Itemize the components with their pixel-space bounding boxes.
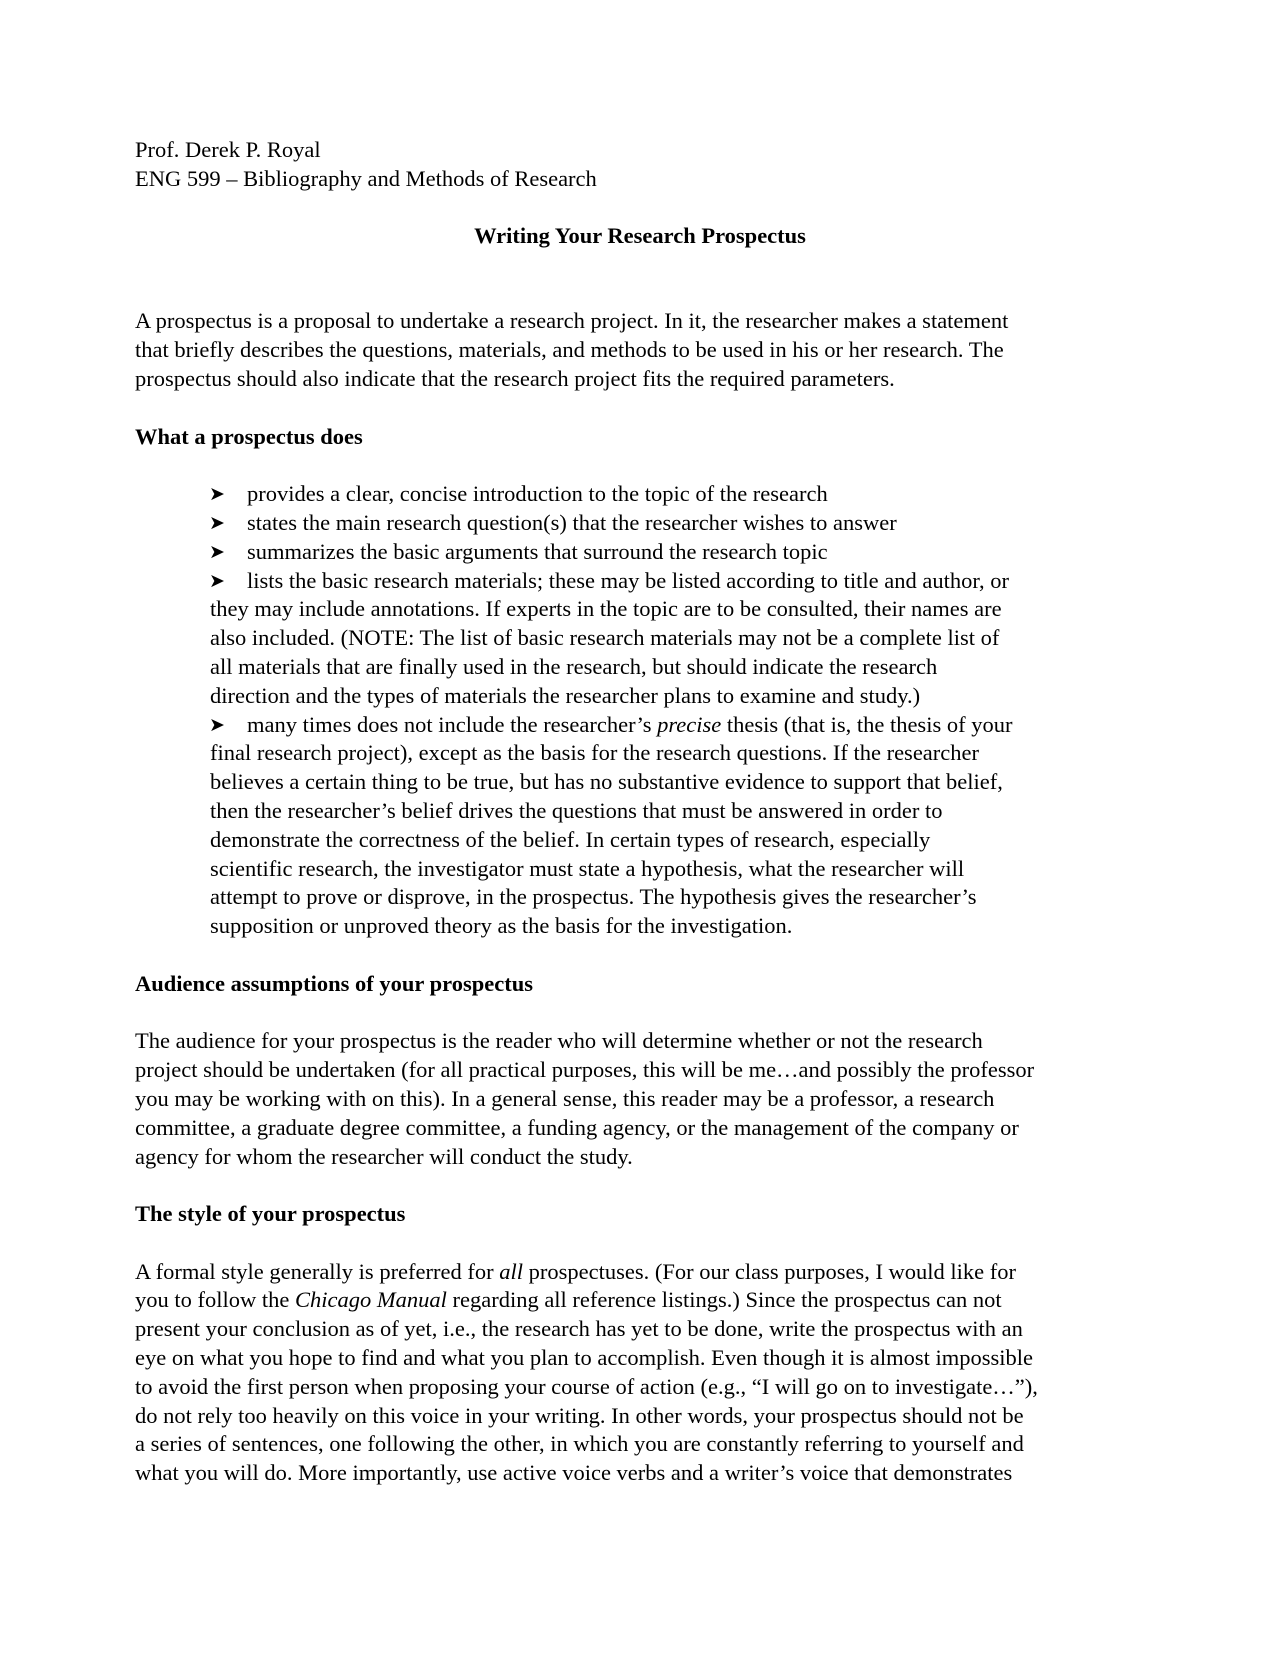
- list-item: [135, 538, 1145, 567]
- arrowhead-icon: ➤: [209, 511, 225, 534]
- emphasis-text: precise: [657, 711, 722, 737]
- intro-line: that briefly describes the questions, materials, and methods to be used in his or her research. The: [135, 337, 1004, 363]
- author-name: Prof. Derek P. Royal: [135, 137, 321, 162]
- arrowhead-icon: ➤: [209, 713, 225, 736]
- paragraph-line: project should be undertaken (for all practical purposes, this will be me…and possibly the professor: [135, 1057, 1035, 1083]
- list-item: [135, 711, 1145, 941]
- course-title: ENG 599 – Bibliography and Methods of Research: [135, 165, 597, 191]
- arrowhead-icon: ➤: [209, 569, 225, 592]
- paragraph-line: agency for whom the researcher will conduct the study.: [135, 1143, 633, 1169]
- list-item: [135, 480, 1145, 509]
- list-item: [135, 567, 1145, 711]
- list-item-text: states the main research question(s) that the researcher wishes to answer: [247, 509, 897, 535]
- intro-paragraph: [135, 307, 1145, 393]
- document-page: [135, 136, 1145, 1488]
- document-title: Writing Your Research Prospectus: [474, 222, 806, 248]
- list-item-text: many times does not include the researcher’s precise thesis (that is, the thesis of your: [247, 711, 1013, 737]
- list-item-text: summarizes the basic arguments that surround the research topic: [247, 538, 828, 564]
- audience-paragraph: [135, 1027, 1145, 1171]
- paragraph-line: eye on what you hope to find and what you plan to accomplish. Even though it is almost impossible: [135, 1345, 1033, 1371]
- paragraph-line: committee, a graduate degree committee, a funding agency, or the management of the company or: [135, 1114, 1019, 1140]
- intro-line: prospectus should also indicate that the research project fits the required parameters.: [135, 365, 895, 391]
- list-item-text: believes a certain thing to be true, but has no substantive evidence to support that belief,: [210, 769, 1003, 795]
- list-item-text: provides a clear, concise introduction to the topic of the research: [247, 481, 828, 507]
- list-item-text: final research project), except as the basis for the research questions. If the researcher: [210, 740, 979, 766]
- emphasis-text: Chicago Manual: [294, 1287, 447, 1313]
- paragraph-line: do not rely too heavily on this voice in your writing. In other words, your prospectus should not be: [135, 1402, 1024, 1428]
- list-item: [135, 509, 1145, 538]
- list-item-text: direction and the types of materials the researcher plans to examine and study.): [210, 682, 921, 708]
- paragraph-line: to avoid the first person when proposing your course of action (e.g., “I will go on to investigate…”),: [135, 1373, 1038, 1399]
- paragraph-line: A formal style generally is preferred for all prospectuses. (For our class purposes, I would like for: [135, 1258, 1017, 1284]
- list-item-text: also included. (NOTE: The list of basic research materials may not be a complete list of: [210, 625, 1000, 651]
- list-item-text: lists the basic research materials; these may be listed according to title and author, or: [247, 567, 1009, 593]
- paragraph-line: present your conclusion as of yet, i.e., the research has yet to be done, write the prospectus with an: [135, 1316, 1023, 1342]
- list-item-text: all materials that are finally used in the research, but should indicate the research: [210, 653, 938, 679]
- paragraph-line: The audience for your prospectus is the reader who will determine whether or not the research: [135, 1028, 983, 1054]
- list-item-text: attempt to prove or disprove, in the prospectus. The hypothesis gives the researcher’s: [210, 884, 977, 910]
- arrowhead-icon: ➤: [209, 540, 225, 563]
- list-item-text: supposition or unproved theory as the basis for the investigation.: [210, 913, 793, 939]
- paragraph-line: what you will do. More importantly, use active voice verbs and a writer’s voice that demonstrates: [135, 1460, 1013, 1486]
- list-item-text: then the researcher’s belief drives the questions that must be answered in order to: [210, 797, 943, 823]
- document-header: [135, 136, 1145, 194]
- list-item-text: scientific research, the investigator must state a hypothesis, what the researcher will: [210, 855, 965, 881]
- paragraph-line: you may be working with on this). In a general sense, this reader may be a professor, a research: [135, 1085, 995, 1111]
- list-item-text: they may include annotations. If experts in the topic are to be consulted, their names are: [210, 596, 1002, 622]
- paragraph-line: a series of sentences, one following the other, in which you are constantly referring to yourself and: [135, 1431, 1024, 1457]
- intro-line: A prospectus is a proposal to undertake a research project. In it, the researcher makes a statement: [135, 308, 1009, 334]
- section-heading-style: The style of your prospectus: [135, 1201, 406, 1227]
- section-heading-what-prospectus-does: What a prospectus does: [135, 423, 363, 449]
- list-item-text: demonstrate the correctness of the belief. In certain types of research, especially: [210, 826, 931, 852]
- style-paragraph: [135, 1258, 1145, 1488]
- paragraph-line: you to follow the Chicago Manual regarding all reference listings.) Since the prospectus can not: [135, 1287, 1002, 1313]
- arrowhead-icon: ➤: [209, 483, 225, 506]
- section-heading-audience-assumptions: Audience assumptions of your prospectus: [135, 970, 533, 996]
- prospectus-functions-list: [135, 480, 1145, 941]
- emphasis-text: all: [499, 1258, 523, 1284]
